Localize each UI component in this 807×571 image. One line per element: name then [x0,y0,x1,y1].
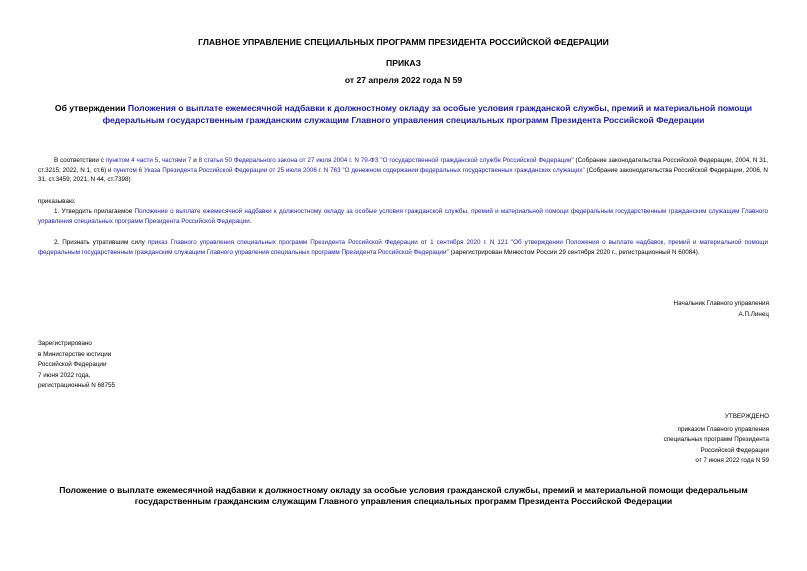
order-item-2-end: (зарегистрирован Минюстом России 29 сентября 2020 г., регистрационный N 60084). [448,248,700,256]
approval-line: приказом Главного управления [677,425,769,433]
signatory-name: А.П.Линец [738,311,769,318]
registration-line: Зарегистрировано [38,340,92,347]
order-word: приказываю: [38,198,76,205]
registration-line: в Министерстве юстиции [38,351,112,358]
order-item-1-end: . [249,217,252,225]
approval-stamp [664,412,769,467]
link-approved-regulation[interactable]: Положение о выплате ежемесячной надбавки к должностному окладу за особые условия гражданской службы, премий и материальной помощи федеральным государственным гражданским служащим Главного управления специальных программ Президента Российской Федерации [38,208,769,225]
order-item-2 [38,238,768,257]
preamble-text-1: В соответствии с [54,157,106,164]
issuing-organization: ГЛАВНОЕ УПРАВЛЕНИЕ СПЕЦИАЛЬНЫХ ПРОГРАММ ПРЕЗИДЕНТА РОССИЙСКОЙ ФЕДЕРАЦИИ [198,37,609,47]
approval-line: специальных программ Президента [663,436,769,444]
link-article-part-5[interactable]: пунктом 4 части 5 [105,157,159,164]
registration-line: регистрационный N 68755 [38,382,116,389]
appendix-title: Положение о выплате ежемесячной надбавки к должностному окладу за особые условия гражданской службы, премий и материальной помощи федеральным государственным гражданским служащим Главного управления специальных программ Президента Российской Федерации [59,485,748,507]
approval-heading: УТВЕРЖДЕНО [724,413,769,420]
preamble-text-2: , [158,157,162,164]
signatory-position: Начальник Главного управления [673,300,769,307]
approval-line: Российской Федерации [700,446,769,454]
document-type: ПРИКАЗ [386,58,421,68]
link-decree-763[interactable]: пунктом 6 Указа Президента Российской Федерации от 25 июля 2006 г. N 763 "О денежном содержании федеральных государственных гражданских служащих" [113,166,585,174]
order-item-1-text: 1. Утвердить прилагаемое [54,208,135,215]
link-article-part-7[interactable]: частями 7 [161,157,192,164]
registration-line: 7 июня 2022 года, [38,372,91,379]
link-repealed-order-121[interactable]: приказ Главного управления специальных программ Президента Российской Федерации от 1 сентября 2020 г. N 121 "Об утверждении Положения о выплате надбавок, премий и материальной помощи федеральным государственным гражданским служащим Главного управления специальных программ Президента Российской Федерации" [38,239,768,256]
preamble-text-5: (Собрание законодательства Российской Федерации, 2006, N 31, ст.3459; 2021, N 44, ст.7398) [38,166,768,184]
link-federal-law-79fz[interactable]: 8 статьи 50 Федерального закона от 27 июля 2004 г. N 79-ФЗ "О государственной гражданской службе Российской Федерации" [198,157,574,164]
preamble-text-4: (Собрание законодательства Российской Федерации, 2004, N 31, ст.3215; 2022, N 1, ст.6) и [38,157,769,174]
preamble-paragraph [38,156,768,185]
document-title [36,103,771,126]
document-date-number: от 27 апреля 2022 года N 59 [344,75,463,85]
order-item-1 [38,207,768,226]
document-title-link[interactable]: Положения о выплате ежемесячной надбавки к должностному окладу за особые условия гражданской службы, премий и материальной помощи федеральным государственным гражданским служащим Главного управления специальных программ Президента Российской Федерации [102,103,753,125]
document-title-prefix: Об утверждении [54,103,128,113]
approval-line: от 7 июня 2022 года N 59 [695,457,769,465]
registration-line: Российской Федерации [38,361,107,368]
preamble-text-3: и [191,157,199,164]
order-item-2-text: 2. Признать утратившим силу [54,239,148,246]
